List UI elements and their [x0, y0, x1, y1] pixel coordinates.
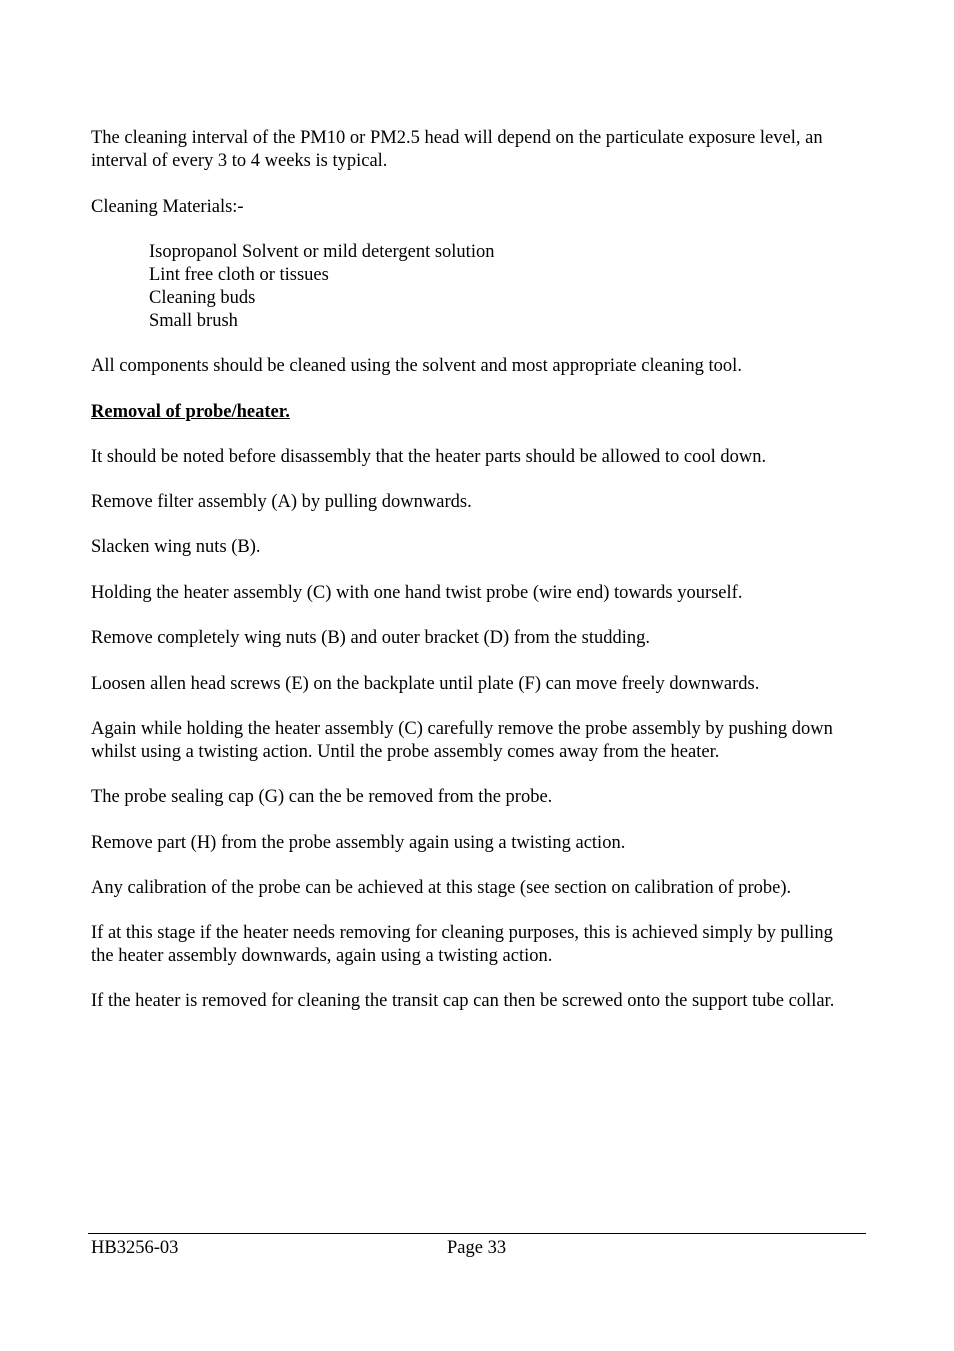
section-heading: Removal of probe/heater.: [91, 402, 290, 422]
list-item: Lint free cloth or tissues: [149, 265, 329, 285]
list-item: Cleaning buds: [149, 288, 256, 308]
cleaning-paragraph: All components should be cleaned using the solvent and most appropriate cleaning tool.: [91, 356, 742, 376]
footer-divider: [88, 1233, 866, 1234]
step-paragraph: Slacken wing nuts (B).: [91, 537, 261, 557]
list-item: Small brush: [149, 311, 238, 331]
step-paragraph: The probe sealing cap (G) can the be removed from the probe.: [91, 787, 553, 807]
step-paragraph: It should be noted before disassembly that the heater parts should be allowed to cool down.: [91, 447, 767, 467]
footer-page-number: Page 33: [447, 1238, 507, 1258]
footer-doc-id: HB3256-03: [91, 1238, 179, 1258]
step-paragraph: Holding the heater assembly (C) with one hand twist probe (wire end) towards yourself.: [91, 583, 743, 603]
step-paragraph: If the heater is removed for cleaning the transit cap can then be screwed onto the support tube collar.: [91, 991, 835, 1011]
step-paragraph: Loosen allen head screws (E) on the backplate until plate (F) can move freely downwards.: [91, 674, 760, 694]
step-paragraph: If at this stage if the heater needs removing for cleaning purposes, this is achieved simply by pulling the heater assembly downwards, again using a twisting action.: [91, 923, 833, 966]
step-paragraph: Again while holding the heater assembly (C) carefully remove the probe assembly by pushing down whilst using a twisting action. Until the probe assembly comes away from the heater.: [91, 719, 833, 762]
materials-list: [149, 241, 909, 333]
step-paragraph: Remove part (H) from the probe assembly again using a twisting action.: [91, 833, 626, 853]
step-paragraph: Any calibration of the probe can be achieved at this stage (see section on calibration of probe).: [91, 878, 792, 898]
materials-label: Cleaning Materials:-: [91, 197, 244, 217]
step-paragraph: Remove filter assembly (A) by pulling downwards.: [91, 492, 472, 512]
intro-paragraph: The cleaning interval of the PM10 or PM2.5 head will depend on the particulate exposure level, an interval of every 3 to 4 weeks is typical.: [91, 128, 823, 171]
list-item: Isopropanol Solvent or mild detergent solution: [149, 242, 495, 262]
step-paragraph: Remove completely wing nuts (B) and outer bracket (D) from the studding.: [91, 628, 650, 648]
